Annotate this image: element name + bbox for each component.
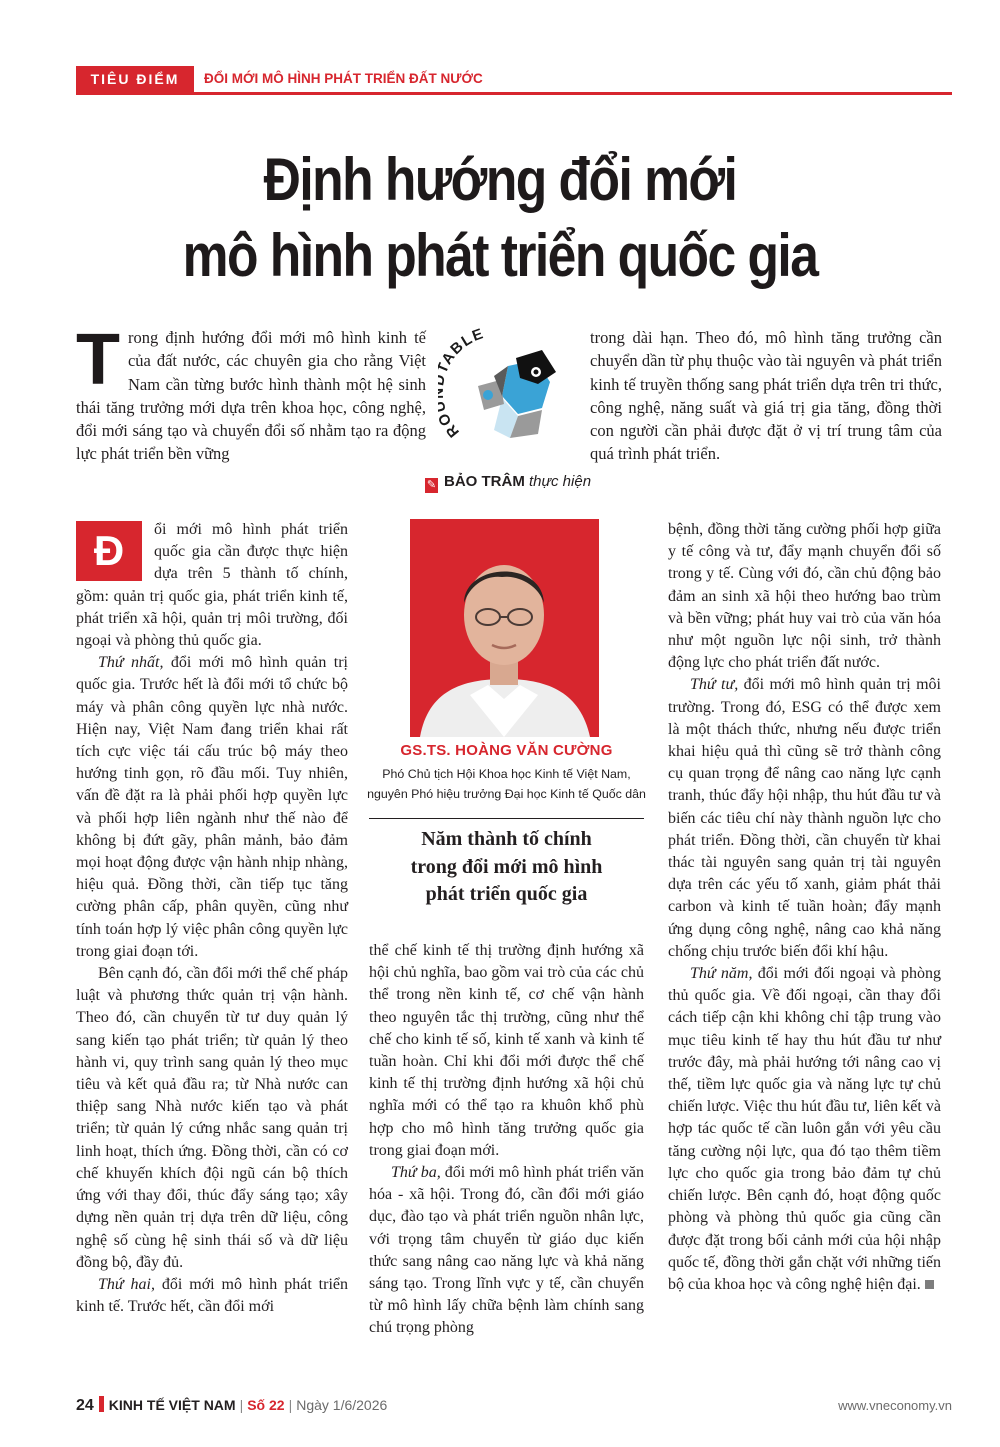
- byline-role: thực hiện: [529, 473, 592, 490]
- issue-date: Ngày 1/6/2026: [296, 1397, 388, 1413]
- intro-left-text: rong định hướng đổi mới mô hình kinh tế của đất nước, các chuyên gia cho rằng Việt Nam cần từng bước hình thành một hệ sinh thái tăng trưởng mới dựa trên khoa học, công nghệ, đổi mới sáng tạo và chuyển đổi số nhằm tạo ra động lực phát triển bền vững: [76, 328, 426, 464]
- paragraph-text: đổi mới mô hình quản trị môi trường. Trong đó, ESG có thể được xem là một thách thức, nhưng nếu được triển khai hiệu quả thì cũng sẽ trở thành công cụ quan trọng để nâng cao năng lực cạnh tranh, thúc đẩy hội nhập, thu hút đầu tư và biến các tiêu chí này thành nguồn lực cho phát triển. Đồng thời, cần chuyển từ khai thác tài nguyên sang quản trị tài nguyên dựa trên các yếu tố xanh, giảm phát thải carbon và kinh tế tuần hoàn; đẩy mạnh ứng dụng công nghệ, nâng cao khả năng chống chịu trước biến đổi khí hậu.: [668, 676, 942, 960]
- paragraph-lead: Thứ tư,: [690, 676, 739, 694]
- pull-quote-line-1: Năm thành tố chính: [421, 828, 592, 850]
- paragraph: bệnh, đồng thời tăng cường phối hợp giữa y tế công và tư, đẩy mạnh chuyển đổi số trong y tế. Cùng với đó, cần chủ động bảo đảm an sinh xã hội theo hướng bao trùm và bền vững; phát huy vai trò của văn hóa như một nguồn lực nội sinh, trở thành động lực cho phát triển đất nước.: [668, 521, 941, 672]
- byline: [425, 473, 591, 493]
- paragraph-text: đổi mới mô hình phát triển văn hóa - xã hội. Trong đó, cần đổi mới giáo dục, đào tạo và phát triển nguồn nhân lực, với trọng tâm chuyển từ giáo dục kiến thức sang nâng cao năng lực và khả năng sáng tạo. Trong lĩnh vực y tế, cần chuyển từ mô hình lấy chữa bệnh làm chính sang chú trọng phòng: [369, 1164, 645, 1337]
- intro-right: trong dài hạn. Theo đó, mô hình tăng trưởng cần chuyển dần từ phụ thuộc vào tài nguyên và phát triển kinh tế truyền thống sang phát triển dựa trên tri thức, công nghệ, năng suất và giá trị gia tăng, đồng thời con người cần phải được đặt ở vị trí trung tâm của quá trình phát triển.: [590, 328, 942, 464]
- paragraph: Bên cạnh đó, cần đổi mới thể chế pháp luật và phương thức quản trị vận hành. Theo đó, cần chuyển từ tư duy quản lý sang kiến tạo phát triển; từ quản lý theo hành vi, quy trình sang quản lý theo mục tiêu và kết quả đầu ra; từ Nhà nước can thiệp sang Nhà nước kiến tạo và phát triển; từ quản lý cứng nhắc sang quản trị linh hoạt, thích ứng. Đồng thời, cần có cơ chế khuyến khích đội ngũ cán bộ thích ứng với thay đổi, thúc đẩy sáng tạo; xây dựng nền quản trị dựa trên dữ liệu, công nghệ số cùng hệ sinh thái số và dữ liệu đồng bộ, đầy đủ.: [76, 965, 348, 1271]
- expert-role: [360, 764, 653, 804]
- body-column-2: [369, 940, 644, 1340]
- page-number: 24: [76, 1397, 94, 1414]
- paragraph-lead: Thứ ba,: [391, 1164, 441, 1182]
- page-footer: [76, 1396, 387, 1415]
- paragraph-lead: Thứ hai,: [98, 1275, 155, 1293]
- section-title: ĐỔI MỚI MÔ HÌNH PHÁT TRIỂN ĐẤT NƯỚC: [204, 71, 483, 86]
- paragraph: [668, 963, 941, 1296]
- article-headline: [122, 142, 879, 294]
- byline-author: BẢO TRÂM: [444, 473, 525, 490]
- paragraph-text: đổi mới mô hình quản trị quốc gia. Trước hết là đổi mới tổ chức bộ máy và phân công quyền lực nhà nước. Hiện nay, Việt Nam đang triển khai rất tích cực việc tái cấu trúc bộ máy theo hướng tinh gọn, rõ đầu mối. Tuy nhiên, vấn đề đặt ra là phải phối hợp quyền lực và phối hợp liên ngành như thế nào để không bị đứt gãy, phân mảnh, bảo đảm mọi hoạt động được vận hành nhịp nhàng, hiệu quả. Đồng thời, cần tiếp tục tăng cường phân cấp, phân quyền, cũng như tính toán hợp lý việc phân công quyền lực trong giai đoạn tới.: [76, 654, 348, 960]
- paragraph: [668, 674, 941, 963]
- paragraph-text: ổi mới mô hình phát triển quốc gia cần được thực hiện dựa trên 5 thành tố chính, gồm: quản trị quốc gia, phát triển kinh tế, phát triển xã hội, quản trị môi trường, đối ngoại và phòng thủ quốc gia.: [76, 521, 348, 650]
- paragraph-lead: Thứ năm,: [690, 965, 753, 983]
- paragraph: [76, 1274, 348, 1318]
- expert-portrait: [410, 519, 599, 737]
- body-dropcap: Đ: [76, 521, 142, 581]
- paragraph: [76, 519, 348, 652]
- svg-text:ROUNDTABLE: [438, 325, 487, 441]
- roundtable-logo: [438, 320, 578, 460]
- footer-separator: |: [239, 1397, 244, 1413]
- end-mark-icon: [925, 1280, 934, 1289]
- pull-quote-line-3: phát triển quốc gia: [425, 883, 588, 905]
- footer-separator: |: [288, 1397, 293, 1413]
- portrait-photo: [410, 519, 599, 737]
- paragraph: thể chế kinh tế thị trường định hướng xã hội chủ nghĩa, bao gồm vai trò của các chủ thể trong nền kinh tế, cơ chế vận hành theo nguyên tắc thị trường, cũng như thể chế cho kinh tế số, kinh tế xanh và kinh tế tuần hoàn. Chỉ khi đổi mới được thể chế kinh tế thị trường định hướng xã hội chủ nghĩa mới có thể tạo ra khuôn khổ phù hợp cho mô hình tăng trưởng quốc gia trong giai đoạn mới.: [369, 942, 644, 1159]
- body-column-1: [76, 519, 348, 1318]
- intro-dropcap: T: [76, 320, 120, 400]
- roundtable-logo-text: R ABLE: [438, 324, 487, 441]
- headline-line-2: mô hình phát triển quốc gia: [182, 222, 818, 289]
- expert-role-line-2: nguyên Phó hiệu trưởng Đại học Kinh tế Quốc dân: [367, 787, 646, 801]
- pull-quote-line-2: trong đổi mới mô hình: [410, 855, 603, 878]
- magazine-name: KINH TẾ VIỆT NAM: [108, 1397, 236, 1413]
- body-column-3: [668, 519, 941, 1296]
- paragraph: [369, 1162, 644, 1340]
- issue-number: Số 22: [247, 1397, 285, 1413]
- expert-role-line-1: Phó Chủ tịch Hội Khoa học Kinh tế Việt Nam,: [382, 767, 631, 781]
- paragraph: [76, 652, 348, 963]
- paragraph-lead: Thứ nhất,: [98, 654, 164, 672]
- expert-name: GS.TS. HOÀNG VĂN CƯỜNG: [400, 742, 613, 759]
- footer-accent-bar: [99, 1396, 104, 1412]
- pull-quote-rule: [369, 818, 644, 819]
- website-link[interactable]: www.vneconomy.vn: [838, 1398, 952, 1413]
- paragraph-text: đổi mới mô hình phát triển kinh tế. Trước hết, cần đổi mới: [76, 1275, 348, 1316]
- headline-line-1: Định hướng đổi mới: [263, 146, 737, 213]
- section-tag: TIÊU ĐIỂM: [76, 66, 194, 92]
- roundtable-logo-graphic: [438, 320, 578, 460]
- pen-icon: ✎: [426, 479, 437, 491]
- pull-quote: [369, 826, 644, 909]
- paragraph-text: đổi mới đối ngoại và phòng thủ quốc gia. Về đối ngoại, cần thay đổi cách tiếp cận khi không chỉ tập trung vào mục tiêu kinh tế hay thu hút đầu tư như trước đây, mà phải hướng tới nâng cao vị thế, tiềm lực quốc gia và năng lực tự chủ chiến lược. Việc thu hút đầu tư, liên kết và hợp tác quốc tế cần luôn gắn với yêu cầu tăng cường nội lực, qua đó tạo thêm tiềm lực cho quốc gia trong bảo đảm tự chủ chiến lược. Bên cạnh đó, hoạt động quốc phòng và phòng thủ quốc gia cũng cần được đặt trong bối cảnh mới của hội nhập quốc tế, đồng thời gắn chặt với những tiến bộ của khoa học và công nghệ hiện đại.: [668, 965, 942, 1293]
- intro-left: [76, 320, 426, 466]
